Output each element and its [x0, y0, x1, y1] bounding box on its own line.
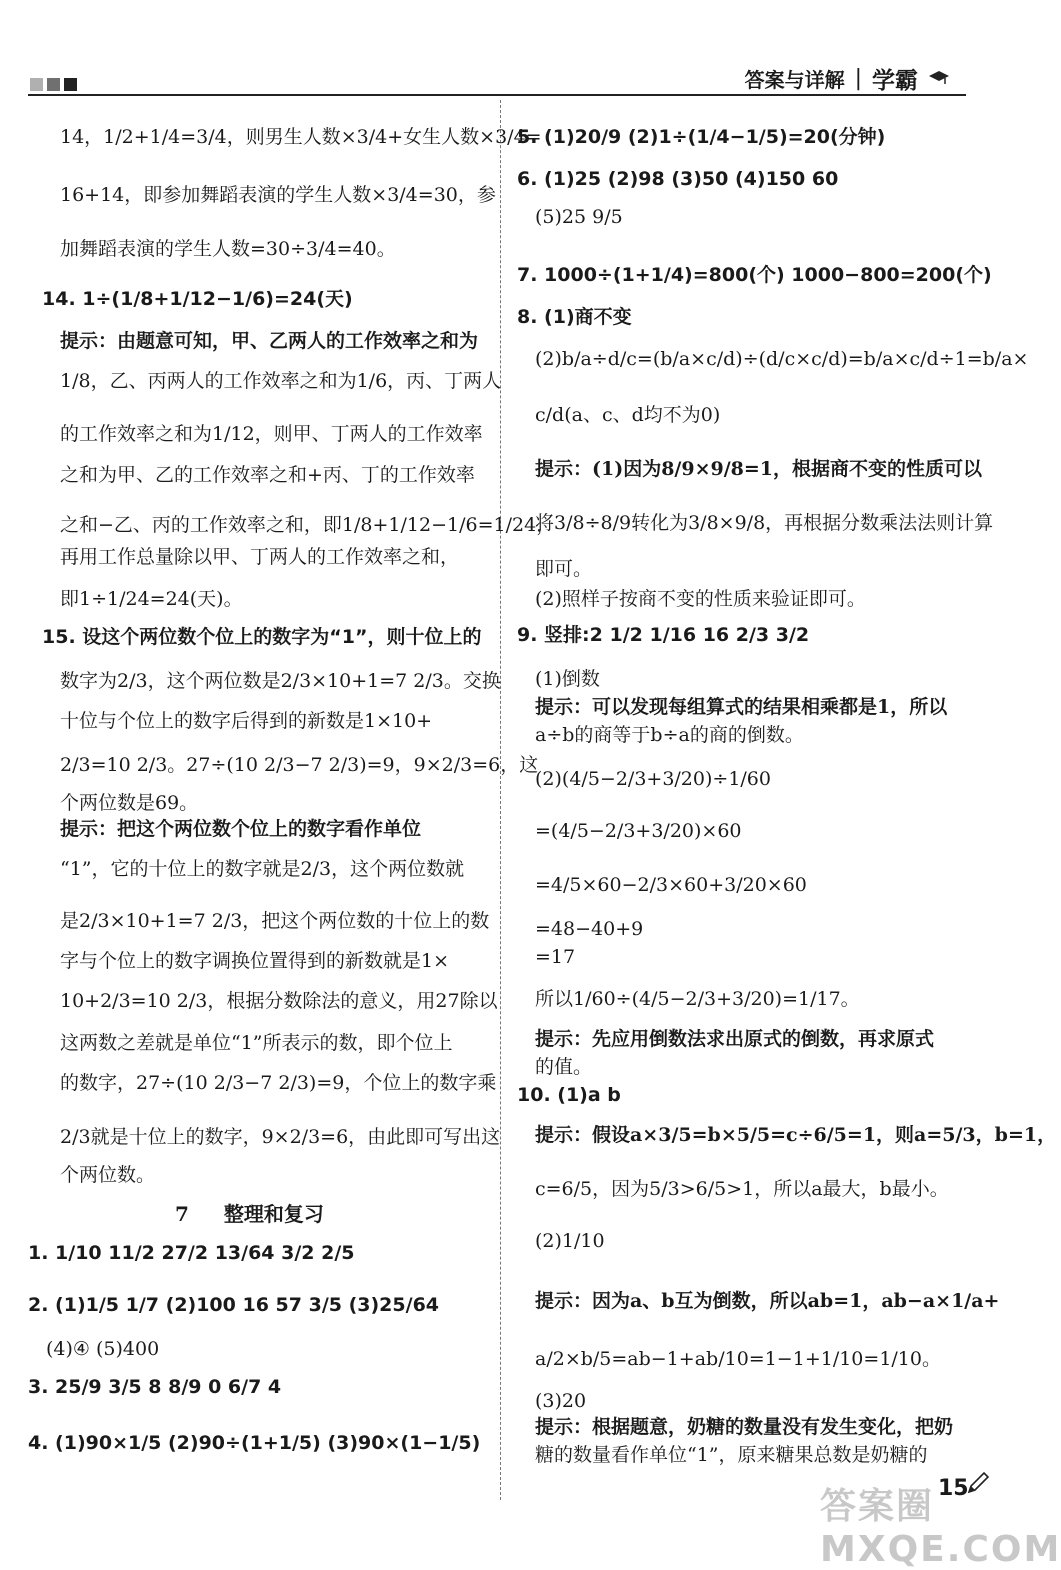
- right-column-line: =17: [535, 946, 576, 968]
- column-divider: [500, 100, 501, 1500]
- right-column-line: (1)倒数: [535, 668, 600, 690]
- right-column-line: =48−40+9: [535, 918, 644, 940]
- right-column-line: (2)(4/5−2/3+3/20)÷1/60: [535, 768, 771, 790]
- header-square-mid: [47, 78, 60, 91]
- right-column-line: 7. 1000÷(1+1/4)=800(个) 1000−800=200(个): [517, 264, 992, 286]
- right-column-line: 提示：因为a、b互为倒数，所以ab=1，ab−a×1/a+: [535, 1290, 1000, 1312]
- header-squares: [30, 78, 77, 91]
- section-number: 7: [175, 1202, 189, 1226]
- right-column-line: 将3/8÷8/9转化为3/8×9/8，再根据分数乘法法则计算: [535, 512, 994, 534]
- left-column-line: 1/8，乙、丙两人的工作效率之和为1/6，丙、丁两人: [60, 370, 502, 392]
- right-column-line: a/2×b/5=ab−1+ab/10=1−1+1/10=1/10。: [535, 1348, 941, 1370]
- left-column-line: 10+2/3=10 2/3，根据分数除法的意义，用27除以: [60, 990, 498, 1012]
- left-column-line: 2/3=10 2/3。27÷(10 2/3−7 2/3)=9，9×2/3=6，这: [60, 754, 539, 776]
- left-column-line: 提示：把这个两位数个位上的数字看作单位: [60, 818, 422, 840]
- right-column-line: (5)25 9/5: [535, 206, 623, 228]
- right-column-line: 提示：可以发现每组算式的结果相乘都是1，所以: [535, 696, 948, 718]
- header-right: [745, 62, 950, 95]
- left-column-line: “1”，它的十位上的数字就是2/3，这个两位数就: [60, 858, 465, 880]
- right-column-line: =(4/5−2/3+3/20)×60: [535, 820, 742, 842]
- left-column-line: 即1÷1/24=24(天)。: [60, 588, 243, 610]
- left-column-line: 之和为甲、乙的工作效率之和+丙、丁的工作效率: [60, 464, 475, 486]
- right-column-line: =4/5×60−2/3×60+3/20×60: [535, 874, 807, 896]
- header-rule: [28, 94, 966, 96]
- right-column-line: a÷b的商等于b÷a的商的倒数。: [535, 724, 804, 746]
- left-bottom-line: 3. 25/9 3/5 8 8/9 0 6/7 4: [28, 1376, 282, 1398]
- page-number: 15: [938, 1476, 969, 1501]
- header-square-dark: [64, 78, 77, 91]
- left-column-line: 16+14，即参加舞蹈表演的学生人数×3/4=30，参: [60, 184, 496, 206]
- left-bottom-line: 1. 1/10 11/2 27/2 13/64 3/2 2/5: [28, 1242, 355, 1264]
- right-column-line: 10. (1)a b: [517, 1084, 621, 1106]
- header-title: 答案与详解: [744, 68, 845, 92]
- left-column-line: 十位与个位上的数字后得到的新数是1×10+: [60, 710, 433, 732]
- left-column-line: 这两数之差就是单位“1”所表示的数，即个位上: [60, 1032, 453, 1054]
- left-column-line: 14. 1÷(1/8+1/12−1/6)=24(天): [42, 288, 353, 310]
- right-column-line: 5. (1)20/9 (2)1÷(1/4−1/5)=20(分钟): [517, 126, 886, 148]
- section-title: 整理和复习: [223, 1202, 324, 1226]
- right-column-line: 6. (1)25 (2)98 (3)50 (4)150 60: [517, 168, 839, 190]
- right-column-line: 提示：先应用倒数法求出原式的倒数，再求原式: [535, 1028, 935, 1050]
- left-bottom-line: 2. (1)1/5 1/7 (2)100 16 57 3/5 (3)25/64: [28, 1294, 440, 1316]
- pencil-icon: [965, 1470, 991, 1496]
- right-column-line: 提示：(1)因为8/9×9/8=1，根据商不变的性质可以: [535, 458, 983, 480]
- left-column-line: 的工作效率之和为1/12，则甲、丁两人的工作效率: [60, 423, 483, 445]
- left-column-line: 个两位数是69。: [60, 792, 199, 814]
- header-separator: |: [854, 66, 862, 91]
- left-column-line: 14，1/2+1/4=3/4，则男生人数×3/4+女生人数×3/4=: [60, 126, 542, 148]
- left-bottom-line: 4. (1)90×1/5 (2)90÷(1+1/5) (3)90×(1−1/5): [28, 1432, 481, 1454]
- right-column-line: 即可。: [535, 558, 593, 580]
- right-column-line: 提示：根据题意，奶糖的数量没有发生变化，把奶: [535, 1416, 954, 1438]
- section-heading: [175, 1198, 324, 1227]
- right-column-line: (3)20: [535, 1390, 587, 1412]
- right-column-line: 的值。: [535, 1056, 593, 1078]
- left-column-line: 15. 设这个两位数个位上的数字为“1”，则十位上的: [42, 626, 482, 648]
- left-bottom-line: (4)④ (5)400: [46, 1338, 160, 1360]
- right-column-line: (2)照样子按商不变的性质来验证即可。: [535, 588, 866, 610]
- right-column-line: 所以1/60÷(4/5−2/3+3/20)=1/17。: [535, 988, 860, 1010]
- left-column-line: 字与个位上的数字调换位置得到的新数就是1×: [60, 950, 450, 972]
- left-column-line: 2/3就是十位上的数字，9×2/3=6，由此即可写出这: [60, 1126, 501, 1148]
- right-column-line: c=6/5，因为5/3>6/5>1，所以a最大，b最小。: [535, 1178, 949, 1200]
- left-column-line: 之和−乙、丙的工作效率之和，即1/8+1/12−1/6=1/24，: [60, 514, 556, 536]
- left-column-line: 个两位数。: [60, 1164, 156, 1186]
- left-column-line: 的数字，27÷(10 2/3−7 2/3)=9，个位上的数字乘: [60, 1072, 497, 1094]
- right-column-line: 8. (1)商不变: [517, 306, 632, 328]
- watermark: 答案圈 MXQE.COM: [820, 1486, 1061, 1570]
- left-column-line: 加舞蹈表演的学生人数=30÷3/4=40。: [60, 238, 396, 260]
- right-column-line: 提示：假设a×3/5=b×5/5=c÷6/5=1，则a=5/3，b=1，: [535, 1124, 1057, 1146]
- right-column-line: (2)1/10: [535, 1230, 605, 1252]
- left-column-line: 再用工作总量除以甲、丁两人的工作效率之和，: [60, 546, 460, 568]
- right-column-line: (2)b/a÷d/c=(b/a×c/d)÷(d/c×c/d)=b/a×c/d÷1=b/a×: [535, 348, 1029, 370]
- graduation-cap-icon: [928, 69, 950, 89]
- right-column-line: 9. 竖排:2 1/2 1/16 16 2/3 3/2: [517, 624, 810, 646]
- left-column-line: 提示：由题意可知，甲、乙两人的工作效率之和为: [60, 330, 479, 352]
- left-column-line: 是2/3×10+1=7 2/3，把这个两位数的十位上的数: [60, 910, 490, 932]
- left-column-line: 数字为2/3，这个两位数是2/3×10+1=7 2/3。交换: [60, 670, 501, 692]
- right-column-line: c/d(a、c、d均不为0): [535, 404, 721, 426]
- header-square-light: [30, 78, 43, 91]
- header-brand: 学霸: [872, 68, 918, 94]
- right-column-line: 糖的数量看作单位“1”，原来糖果总数是奶糖的: [535, 1444, 928, 1466]
